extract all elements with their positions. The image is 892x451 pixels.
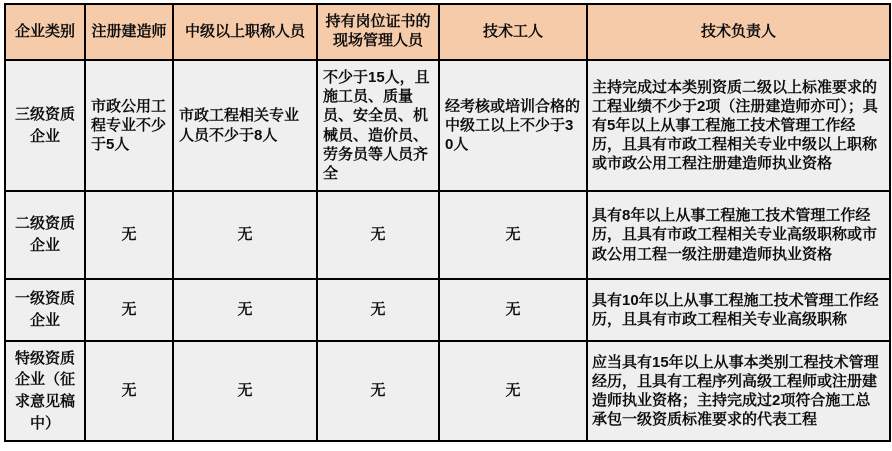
cell-special-skilled-workers: 无	[439, 341, 587, 441]
header-technical-director: 技术负责人	[587, 4, 890, 60]
cell-level3-certified-site-managers: 不少于15人，且施工员、质量员、安全员、机械员、造价员、劳务员等人员齐全	[317, 60, 439, 191]
cell-level1-mid-level-title-staff: 无	[173, 279, 317, 341]
cell-level2-technical-director: 具有8年以上从事工程施工技术管理工作经历，且具有市政工程相关专业高级职称或市政公用工程一级注册建造师执业资格	[587, 191, 890, 279]
cell-level1-skilled-workers: 无	[439, 279, 587, 341]
cell-special-certified-site-managers: 无	[317, 341, 439, 441]
cell-level2-registered-constructor: 无	[85, 191, 173, 279]
table-row-special	[5, 341, 890, 441]
cell-level3-skilled-workers: 经考核或培训合格的中级工以上不少于30人	[439, 60, 587, 191]
cell-level1-registered-constructor: 无	[85, 279, 173, 341]
cell-level3-category: 三级资质企业	[5, 60, 85, 191]
cell-level2-certified-site-managers: 无	[317, 191, 439, 279]
cell-special-technical-director: 应当具有15年以上从事本类别工程技术管理经历，且具有工程序列高级工程师或注册建造师执业资格；主持完成过2项符合施工总承包一级资质标准要求的代表工程	[587, 341, 890, 441]
cell-special-mid-level-title-staff: 无	[173, 341, 317, 441]
cell-special-category: 特级资质企业（征求意见稿中）	[5, 341, 85, 441]
cell-level1-certified-site-managers: 无	[317, 279, 439, 341]
cell-level3-mid-level-title-staff: 市政工程相关专业人员不少于8人	[173, 60, 317, 191]
cell-level1-category: 一级资质企业	[5, 279, 85, 341]
header-registered-constructor: 注册建造师	[85, 4, 173, 60]
header-skilled-workers: 技术工人	[439, 4, 587, 60]
header-certified-site-managers: 持有岗位证书的现场管理人员	[317, 4, 439, 60]
table-row-level3	[5, 60, 890, 191]
cell-level2-mid-level-title-staff: 无	[173, 191, 317, 279]
cell-level2-skilled-workers: 无	[439, 191, 587, 279]
table-row-level1	[5, 279, 890, 341]
cell-level2-category: 二级资质企业	[5, 191, 85, 279]
header-row	[5, 4, 890, 60]
header-mid-level-title-staff: 中级以上职称人员	[173, 4, 317, 60]
header-enterprise-category: 企业类别	[5, 4, 85, 60]
enterprise-qualification-table	[4, 3, 891, 442]
cell-level3-registered-constructor: 市政公用工程专业不少于5人	[85, 60, 173, 191]
cell-special-registered-constructor: 无	[85, 341, 173, 441]
table-row-level2	[5, 191, 890, 279]
cell-level1-technical-director: 具有10年以上从事工程施工技术管理工作经历，且具有市政工程相关专业高级职称	[587, 279, 890, 341]
cell-level3-technical-director: 主持完成过本类别资质二级以上标准要求的工程业绩不少于2项（注册建造师亦可）；具有5年以上从事工程施工技术管理工作经历，且具有市政工程相关专业中级以上职称或市政公用工程注册建造师执业资格	[587, 60, 890, 191]
